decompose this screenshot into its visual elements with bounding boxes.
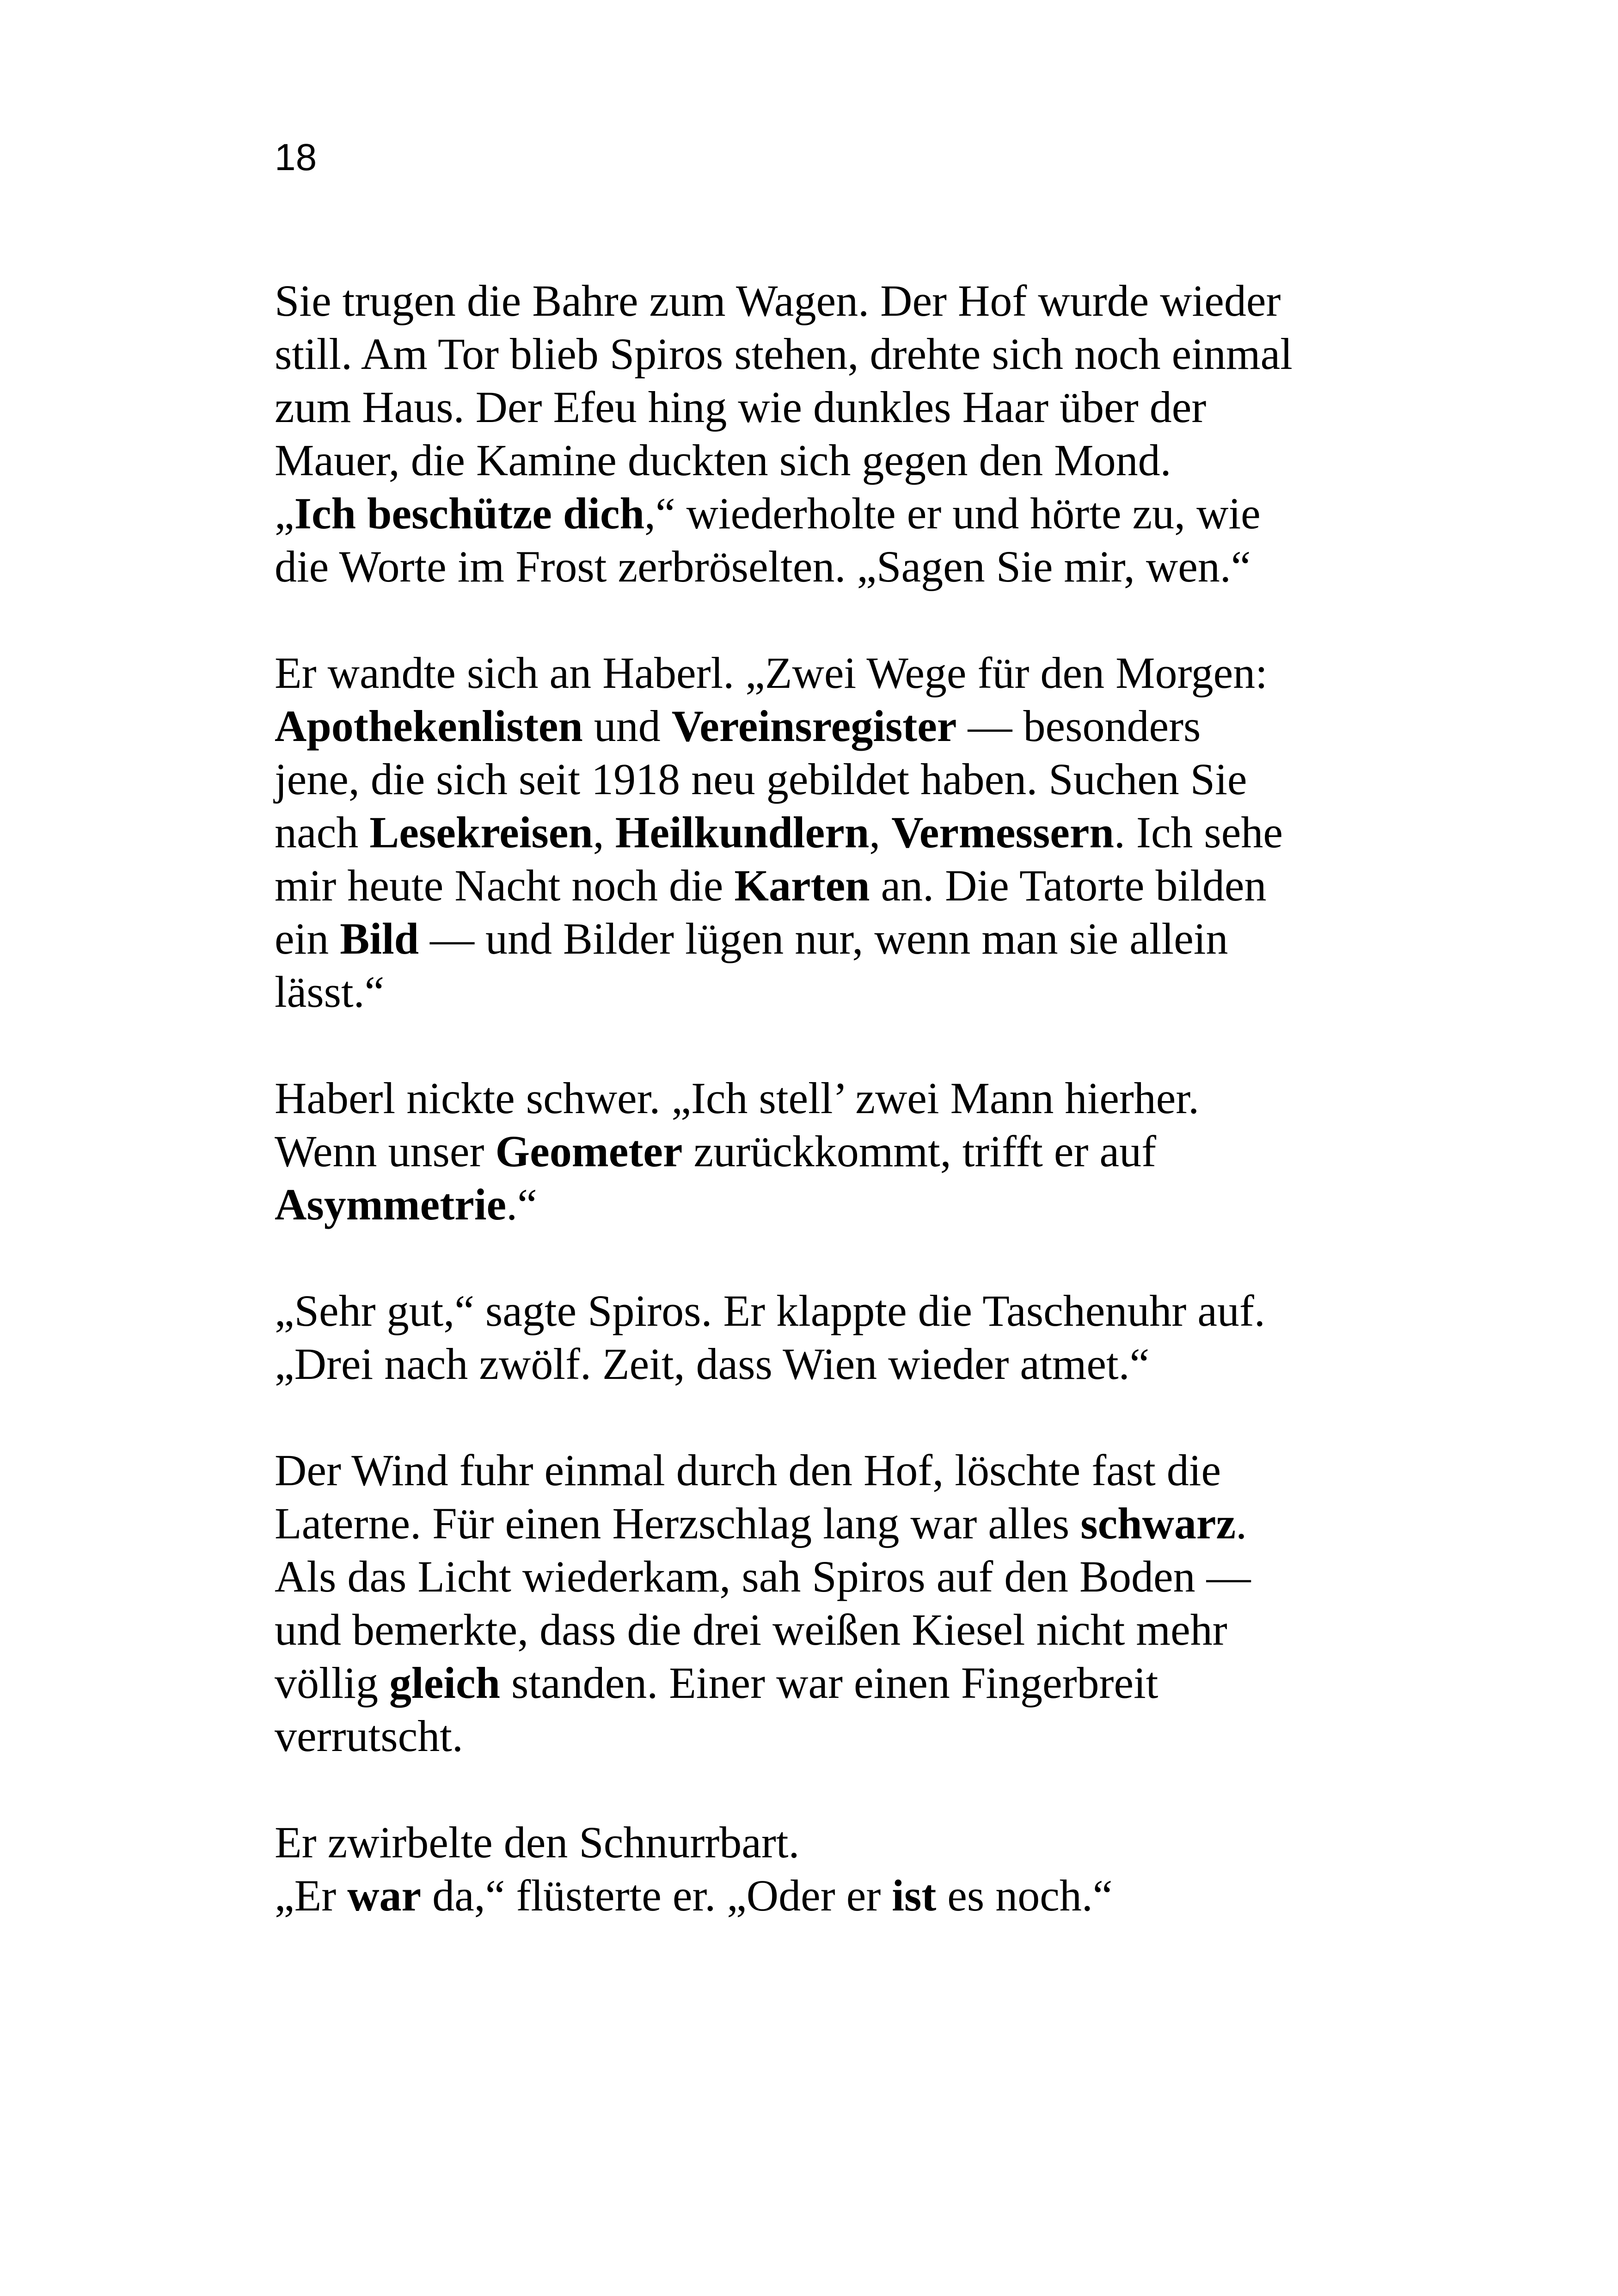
paragraph — [275, 1444, 1384, 1763]
bold-text: schwarz — [1080, 1499, 1236, 1548]
text-segment: nach — [275, 808, 370, 857]
text-segment: ,“ wiederholte er und hörte zu, wie — [644, 489, 1261, 538]
text-segment: , — [593, 808, 615, 857]
bold-text: Ich beschütze dich — [294, 489, 644, 538]
bold-text: ist — [892, 1871, 937, 1920]
text-line — [275, 327, 1384, 380]
text-segment: „Drei nach zwölf. Zeit, dass Wien wieder atmet.“ — [275, 1339, 1150, 1389]
text-segment: Wenn unser — [275, 1127, 496, 1176]
text-segment: , — [869, 808, 892, 857]
bold-text: Karten — [734, 861, 870, 910]
text-segment: ein — [275, 914, 340, 963]
bold-text: Geometer — [495, 1127, 683, 1176]
text-segment: . — [1236, 1499, 1247, 1548]
text-line — [275, 1284, 1384, 1337]
text-line — [275, 1071, 1384, 1125]
text-segment: mir heute Nacht noch die — [275, 861, 735, 910]
text-segment: standen. Einer war einen Fingerbreit — [500, 1658, 1158, 1708]
text-segment: Sie trugen die Bahre zum Wagen. Der Hof wurde wieder — [275, 276, 1281, 325]
text-segment: zum Haus. Der Efeu hing wie dunkles Haar über der — [275, 382, 1207, 432]
text-segment: Er zwirbelte den Schnurrbart. — [275, 1818, 800, 1867]
bold-text: Vermessern — [891, 808, 1114, 857]
bold-text: gleich — [389, 1658, 500, 1708]
bold-text: war — [347, 1871, 422, 1920]
text-segment: an. Die Tatorte bilden — [870, 861, 1267, 910]
text-line — [275, 1709, 1384, 1763]
bold-text: Lesekreisen — [369, 808, 593, 857]
bold-text: Bild — [340, 914, 419, 963]
text-line — [275, 1816, 1384, 1869]
text-line — [275, 1656, 1384, 1709]
text-segment: Haberl nickte schwer. „Ich stell’ zwei Mann hierher. — [275, 1073, 1200, 1123]
paragraph — [275, 1284, 1384, 1390]
text-segment: und — [582, 701, 672, 751]
text-segment: — und Bilder lügen nur, wenn man sie allein — [419, 914, 1228, 963]
text-segment: lässt.“ — [275, 967, 385, 1016]
text-line — [275, 753, 1384, 806]
text-segment: — besonders — [956, 701, 1201, 751]
text-segment: völlig — [275, 1658, 390, 1708]
text-line — [275, 1444, 1384, 1497]
text-line — [275, 1869, 1384, 1922]
paragraph — [275, 1816, 1384, 1922]
text-line — [275, 1603, 1384, 1656]
text-segment: Er wandte sich an Haberl. „Zwei Wege für den Morgen: — [275, 648, 1268, 698]
text-line — [275, 859, 1384, 912]
paragraph — [275, 646, 1384, 1018]
text-segment: verrutscht. — [275, 1711, 463, 1761]
bold-text: Heilkundlern — [615, 808, 870, 857]
paragraph — [275, 1071, 1384, 1231]
paragraph — [275, 274, 1384, 593]
text-line — [275, 1337, 1384, 1390]
text-segment: Laterne. Für einen Herzschlag lang war alles — [275, 1499, 1081, 1548]
text-line — [275, 487, 1384, 540]
text-line — [275, 699, 1384, 753]
text-line — [275, 912, 1384, 965]
text-line — [275, 1125, 1384, 1178]
text-segment: Als das Licht wiederkam, sah Spiros auf den Boden — — [275, 1552, 1251, 1601]
text-segment: .“ — [506, 1180, 537, 1229]
text-segment: jene, die sich seit 1918 neu gebildet haben. Suchen Sie — [275, 754, 1247, 804]
text-segment: die Worte im Frost zerbröselten. „Sagen Sie mir, wen.“ — [275, 542, 1251, 591]
bold-text: Asymmetrie — [275, 1180, 507, 1229]
text-segment: „Sehr gut,“ sagte Spiros. Er klappte die Taschenuhr auf. — [275, 1286, 1265, 1335]
text-line — [275, 1497, 1384, 1550]
text-line — [275, 806, 1384, 859]
bold-text: Apothekenlisten — [275, 701, 583, 751]
text-segment: . Ich sehe — [1114, 808, 1283, 857]
text-segment: „Er — [275, 1871, 348, 1920]
text-segment: da,“ flüsterte er. „Oder er — [421, 1871, 892, 1920]
text-segment: „ — [275, 489, 294, 538]
text-segment: und bemerkte, dass die drei weißen Kiesel nicht mehr — [275, 1605, 1227, 1654]
bold-text: Vereinsregister — [671, 701, 957, 751]
text-segment: Mauer, die Kamine duckten sich gegen den Mond. — [275, 435, 1171, 485]
text-segment: Der Wind fuhr einmal durch den Hof, löschte fast die — [275, 1445, 1221, 1495]
text-line — [275, 540, 1384, 593]
text-line — [275, 434, 1384, 487]
text-line — [275, 965, 1384, 1018]
text-line — [275, 380, 1384, 434]
body-text — [275, 274, 1384, 1922]
text-segment: still. Am Tor blieb Spiros stehen, drehte sich noch einmal — [275, 329, 1293, 379]
page-number: 18 — [275, 136, 317, 178]
text-segment: zurückkommt, trifft er auf — [682, 1127, 1157, 1176]
text-line — [275, 1178, 1384, 1231]
text-line — [275, 1550, 1384, 1603]
text-line — [275, 646, 1384, 699]
text-segment: es noch.“ — [936, 1871, 1113, 1920]
text-line — [275, 274, 1384, 327]
